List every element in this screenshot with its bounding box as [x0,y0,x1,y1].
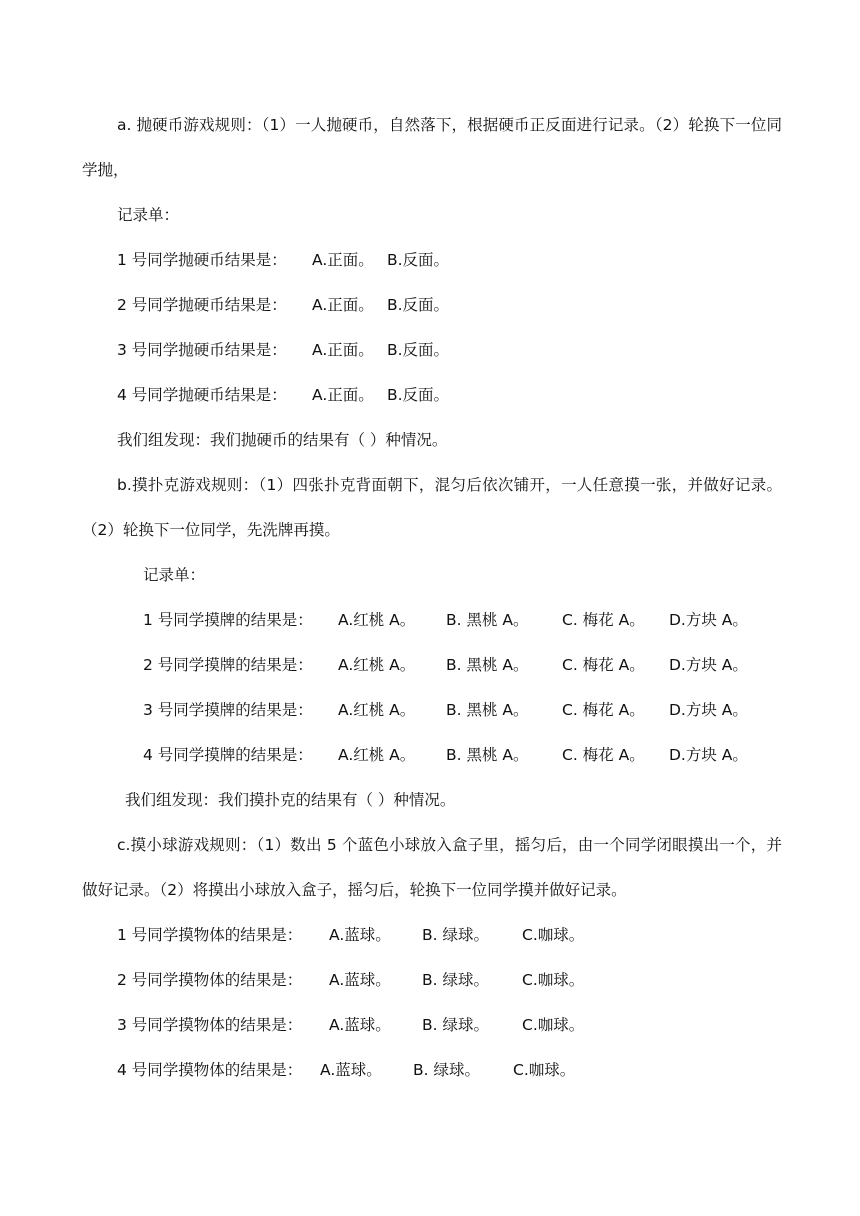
section-b-finding: 我们组发现：我们摸扑克的结果有（ ）种情况。 [125,791,456,809]
option-b: B. 黑桃 A。 [446,701,529,719]
student-label: 1 号同学抛硬币结果是： [117,251,287,269]
option-c: C. 梅花 A。 [562,611,645,629]
option-a: A.正面。 [312,341,374,359]
option-c: C.咖球。 [513,1061,576,1079]
section-b-record-label: 记录单： [143,566,206,584]
option-a: A.正面。 [312,251,374,269]
student-label: 4 号同学摸牌的结果是： [143,746,313,764]
option-a: A.红桃 A。 [338,746,416,764]
option-a: A.蓝球。 [329,1016,391,1034]
option-b: B.反面。 [387,386,450,404]
option-a: A.蓝球。 [320,1061,382,1079]
option-b: B. 黑桃 A。 [446,746,529,764]
option-b: B. 黑桃 A。 [446,611,529,629]
option-c: C. 梅花 A。 [562,746,645,764]
option-d: D.方块 A。 [669,611,748,629]
option-a: A.红桃 A。 [338,611,416,629]
student-label: 4 号同学摸物体的结果是： [117,1061,303,1079]
student-label: 1 号同学摸牌的结果是： [143,611,313,629]
section-a-finding: 我们组发现：我们抛硬币的结果有（ ）种情况。 [117,431,448,449]
option-a: A.正面。 [312,296,374,314]
option-b: B. 绿球。 [422,971,489,989]
option-a: A.蓝球。 [329,971,391,989]
option-c: C. 梅花 A。 [562,656,645,674]
option-a: A.蓝球。 [329,926,391,944]
section-a-record-label: 记录单： [117,206,180,224]
section-b-rule: b.摸扑克游戏规则：（1）四张扑克背面朝下，混匀后依次铺开，一人任意摸一张，并做好记录。（2）轮换下一位同学，先洗牌再摸。 [82,476,782,539]
option-d: D.方块 A。 [669,746,748,764]
option-c: C.咖球。 [522,926,585,944]
option-c: C.咖球。 [522,971,585,989]
option-b: B.反面。 [387,341,450,359]
student-label: 2 号同学摸物体的结果是： [117,971,303,989]
option-b: B.反面。 [387,296,450,314]
student-label: 3 号同学摸物体的结果是： [117,1016,303,1034]
student-label: 2 号同学抛硬币结果是： [117,296,287,314]
option-c: C.咖球。 [522,1016,585,1034]
section-c-rule: c.摸小球游戏规则：（1）数出 5 个蓝色小球放入盒子里，摇匀后，由一个同学闭眼摸出一个，并做好记录。（2）将摸出小球放入盒子，摇匀后，轮换下一位同学摸并做好记录。 [82,836,782,899]
option-d: D.方块 A。 [669,656,748,674]
option-c: C. 梅花 A。 [562,701,645,719]
option-b: B. 绿球。 [422,1016,489,1034]
option-b: B. 黑桃 A。 [446,656,529,674]
section-a-rule: a. 抛硬币游戏规则：（1）一人抛硬币，自然落下，根据硬币正反面进行记录。（2）轮换下一位同学抛， [82,116,782,179]
student-label: 2 号同学摸牌的结果是： [143,656,313,674]
option-d: D.方块 A。 [669,701,748,719]
student-label: 3 号同学抛硬币结果是： [117,341,287,359]
option-b: B. 绿球。 [413,1061,480,1079]
student-label: 4 号同学抛硬币结果是： [117,386,287,404]
option-a: A.红桃 A。 [338,701,416,719]
option-a: A.红桃 A。 [338,656,416,674]
option-a: A.正面。 [312,386,374,404]
option-b: B. 绿球。 [422,926,489,944]
student-label: 1 号同学摸物体的结果是： [117,926,303,944]
student-label: 3 号同学摸牌的结果是： [143,701,313,719]
option-b: B.反面。 [387,251,450,269]
